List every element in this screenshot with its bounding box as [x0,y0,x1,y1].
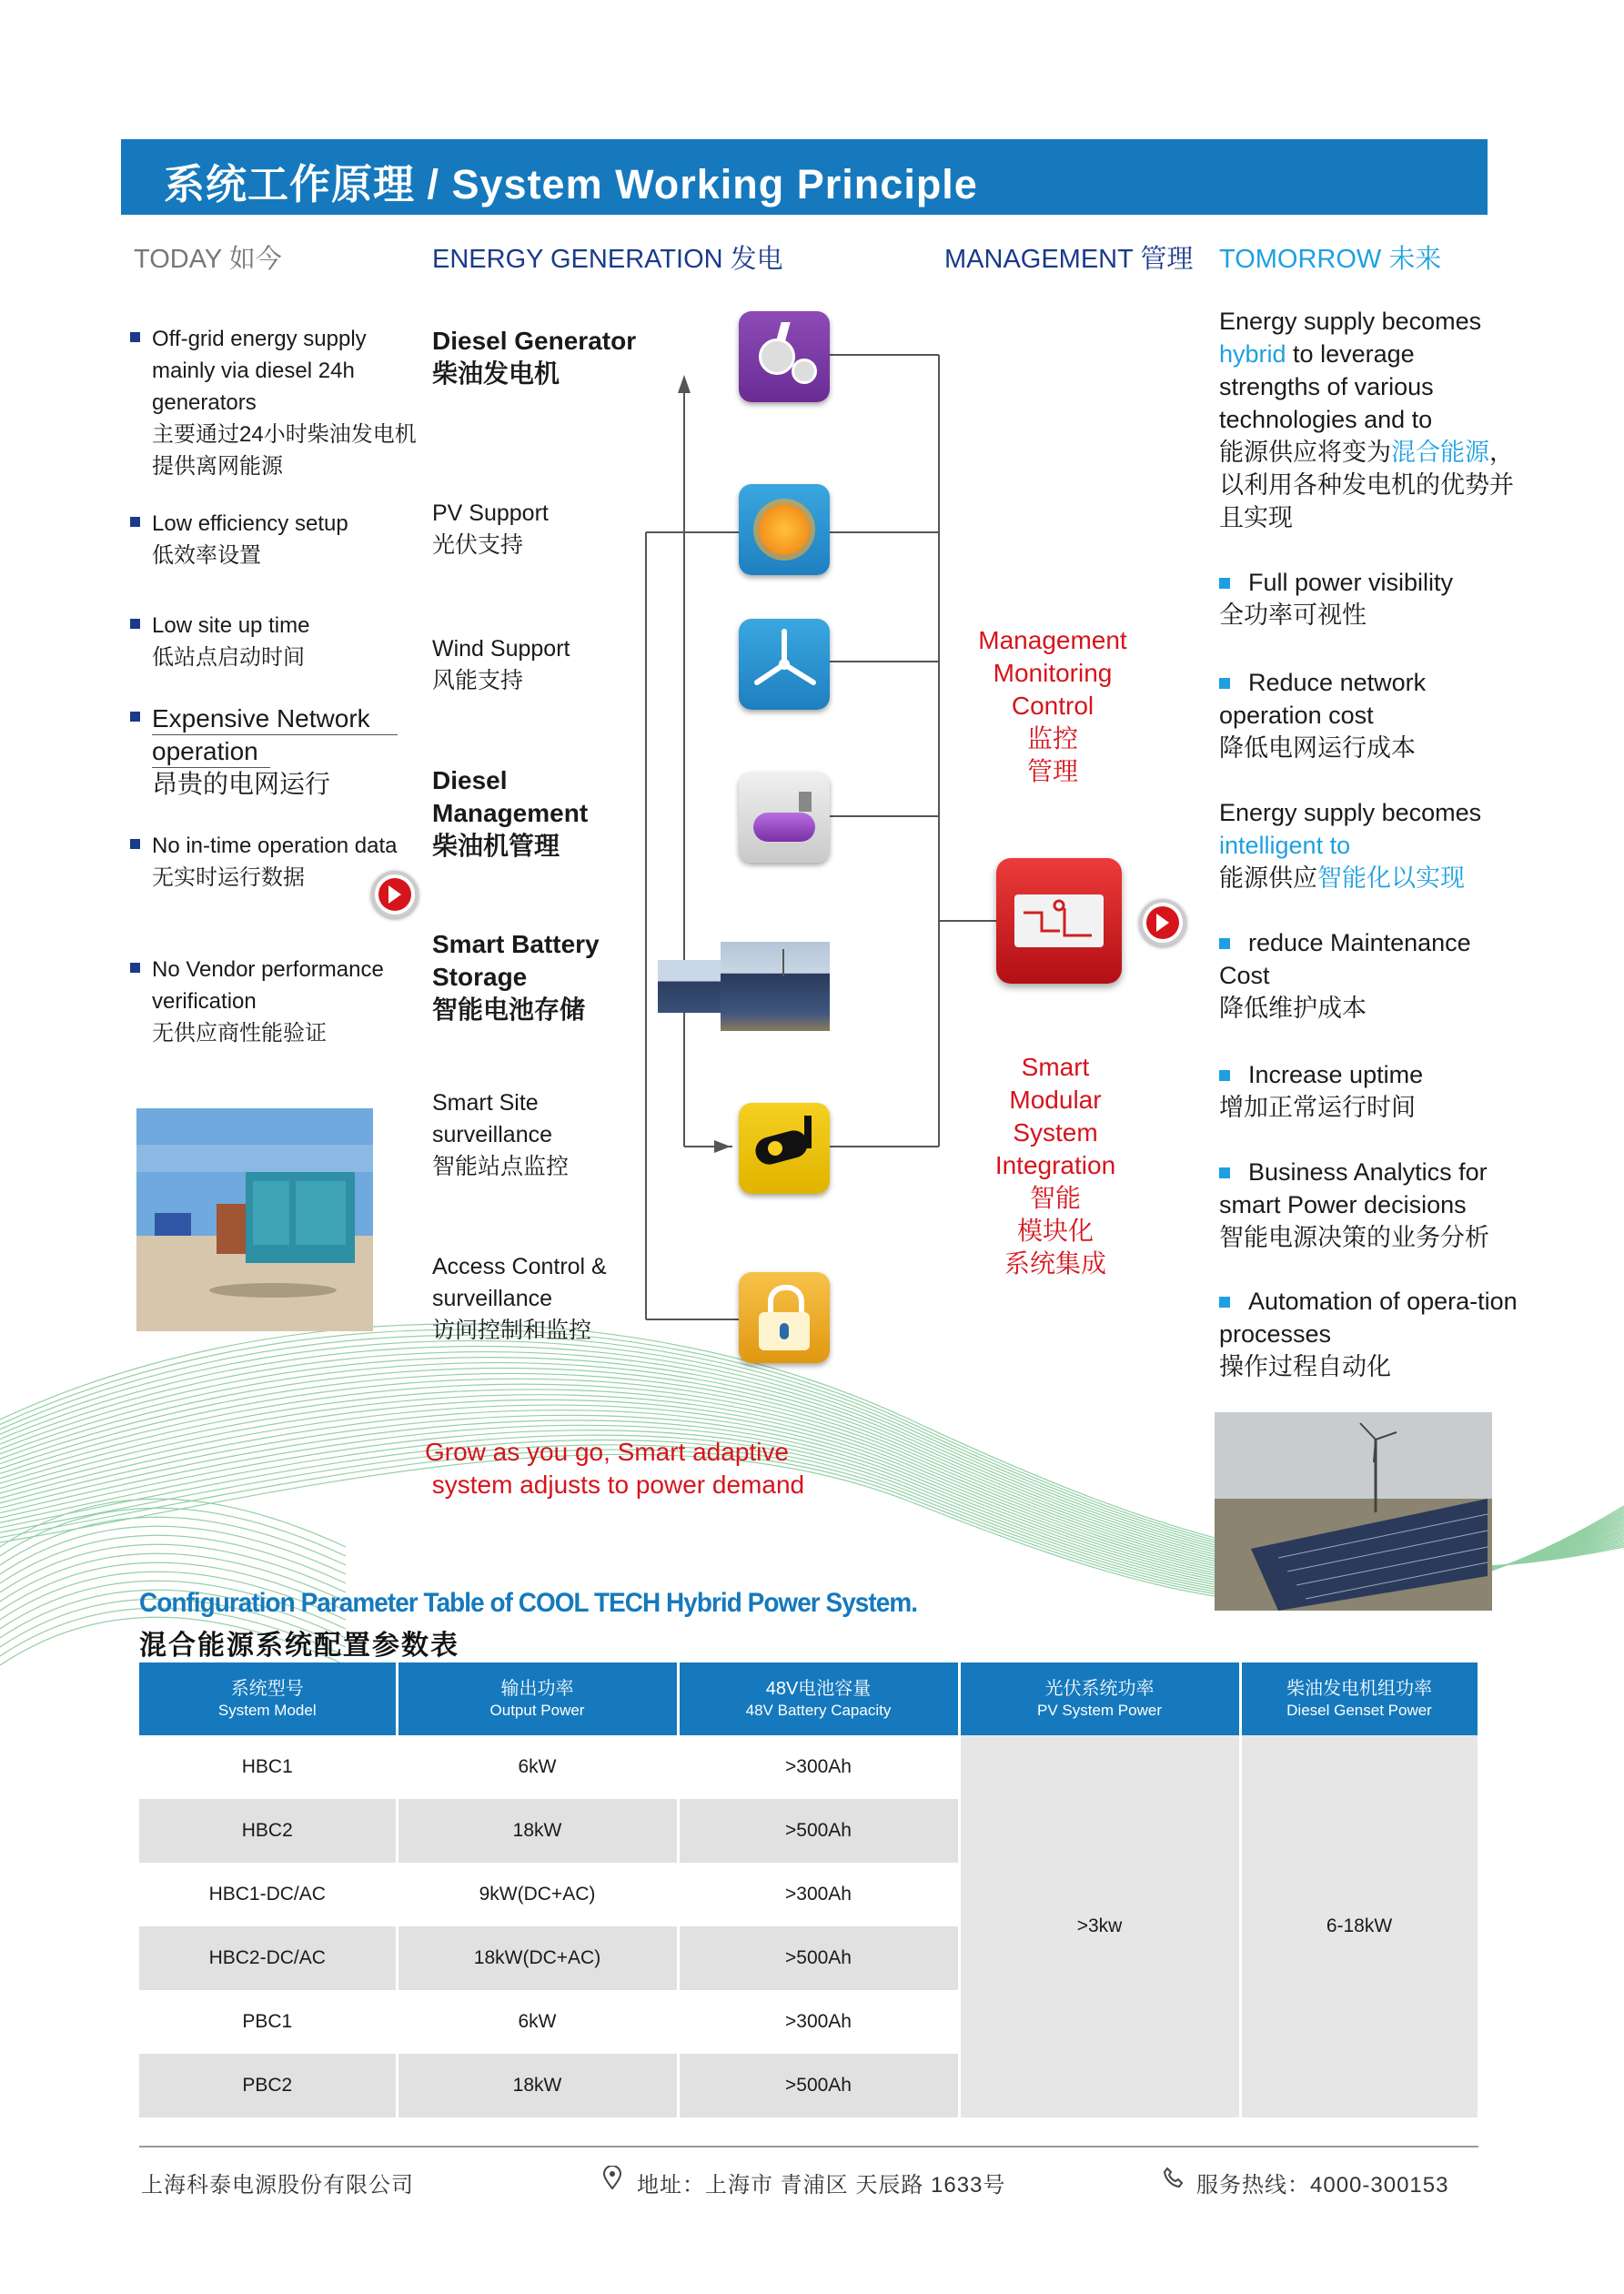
today-item-text: Low site up time 低站点启动时间 [152,613,310,670]
config-title-en: Configuration Parameter Table of COOL TECH Hybrid Power System. [139,1588,918,1618]
footer-company: 上海科泰电源股份有限公司 [141,2173,414,2198]
today-item-text: Off-grid energy supply mainly via diesel 24h generators 主要通过24小时柴油发电机提供离网能源 [152,327,417,479]
solar-panel-photo [721,942,830,1031]
grow-as-you-go-text: Grow as you go, Smart adaptive system adjusts to power demand [425,1438,805,1499]
header-en: System Model [217,1702,317,1719]
today-item-text: No Vendor performance verification 无供应商性能验证 [152,957,384,1046]
tomorrow-block1-pre: Energy supply becomes [1219,308,1482,335]
tomorrow-block1-highlight: hybrid [1219,340,1286,368]
pv-power-cell: >3kw [959,1735,1240,2117]
tomorrow-bullet [1219,1156,1519,1254]
config-table [139,1662,1480,2117]
table-cell: 18kW [397,1799,678,1863]
table-cell: 6kW [397,1990,678,2054]
today-item-text: Expensive Network operation 昂贵的电网运行 [152,704,370,798]
solar-wind-photo [1215,1412,1492,1611]
header-en: 48V Battery Capacity [745,1702,892,1719]
config-table-body [139,1735,1478,2117]
bullet-square [1219,678,1230,689]
location-pin-icon [603,2166,621,2189]
table-cell: HBC1-DC/AC [139,1863,397,1926]
generation-heading: ENERGY GENERATION 发电 [432,245,783,274]
config-header-cell [139,1662,397,1735]
footer-hotline: 服务热线：4000-300153 [1196,2173,1449,2198]
header-en: Output Power [489,1702,585,1719]
tomorrow-block2-highlight: intelligent to [1219,832,1351,859]
config-header-cell [397,1662,678,1735]
tomorrow-block2-cn-pre: 能源供应 [1219,864,1317,892]
wind-turbine-icon [739,619,830,710]
diesel-generator-icon [739,311,830,402]
header-cn: 输出功率 [500,1679,574,1699]
config-header-cell [959,1662,1240,1735]
table-cell: 9kW(DC+AC) [397,1863,678,1926]
config-header-cell [678,1662,959,1735]
phone-icon [1163,2167,1185,2188]
bullet-square [1219,578,1230,589]
tomorrow-bullet [1219,1058,1519,1124]
generation-label: Access Control & surveillance 访问控制和监控 [432,1254,607,1343]
table-cell: PBC2 [139,2054,397,2117]
footer-address: 地址：上海市 青浦区 天辰路 1633号 [637,2173,1006,2198]
tomorrow-block-intelligent [1219,796,1519,894]
footer-divider [139,2146,1478,2147]
today-play-button[interactable] [371,871,419,918]
config-title-cn: 混合能源系统配置参数表 [139,1631,459,1661]
tomorrow-bullet-text: Business Analytics for smart Power decisions 智能电源决策的业务分析 [1219,1158,1489,1251]
generation-label: Smart Battery Storage 智能电池存储 [432,930,600,1024]
management-hub-icon [996,858,1122,984]
tomorrow-bullet-text: Reduce network operation cost 降低电网运行成本 [1219,669,1427,762]
table-cell: >500Ah [678,1926,959,1990]
table-cell: >500Ah [678,1799,959,1863]
tomorrow-bullet [1219,666,1519,764]
bullet-square [1219,1070,1230,1081]
bullet-square [1219,1297,1230,1308]
generation-label: Diesel Management 柴油机管理 [432,766,589,860]
table-cell: HBC2 [139,1799,397,1863]
tomorrow-bullet-text: Automation of opera-tion processes 操作过程自动化 [1219,1288,1518,1380]
tomorrow-block1-cn-pre: 能源供应将变为 [1219,439,1391,466]
header-cn: 48V电池容量 [765,1679,872,1699]
management-monitoring-text: Management Monitoring Control 监控 管理 [978,626,1127,785]
table-row [139,1735,1478,1799]
table-cell: >300Ah [678,1863,959,1926]
genset-power-cell: 6-18kW [1240,1735,1478,2117]
bullet-square [1219,1167,1230,1178]
table-cell: >500Ah [678,2054,959,2117]
today-item-text: No in-time operation data 无实时运行数据 [152,834,398,890]
table-cell: PBC1 [139,1990,397,2054]
tomorrow-bullet [1219,566,1519,632]
tomorrow-block1-cn-highlight: 混合能源 [1391,439,1489,466]
generation-label: Wind Support 风能支持 [432,636,570,693]
tomorrow-block2-cn-highlight: 智能化以实现 [1317,864,1465,892]
generation-label: Smart Site surveillance 智能站点监控 [432,1090,570,1179]
tomorrow-block-hybrid [1219,305,1519,534]
table-cell: >300Ah [678,1990,959,2054]
tomorrow-bullet [1219,1285,1519,1383]
generation-label: PV Support 光伏支持 [432,500,549,558]
camera-icon [739,1103,830,1194]
header-en: PV System Power [1037,1702,1162,1719]
sun-icon [739,484,830,575]
config-header-cell [1240,1662,1478,1735]
tomorrow-bullet [1219,926,1519,1025]
tomorrow-bullet-text: reduce Maintenance Cost 降低维护成本 [1219,929,1471,1022]
generation-label: Diesel Generator 柴油发电机 [432,327,637,388]
header-cn: 系统型号 [230,1679,304,1699]
tomorrow-bullet-text: Full power visibility 全功率可视性 [1219,569,1454,629]
table-cell: HBC2-DC/AC [139,1926,397,1990]
tomorrow-heading: TOMORROW 未来 [1219,245,1442,274]
smart-integration-text: Smart Modular System Integration 智能 模块化 系统集成 [994,1053,1116,1278]
today-heading: TODAY 如今 [134,245,282,274]
table-cell: 18kW(DC+AC) [397,1926,678,1990]
table-cell: 6kW [397,1735,678,1799]
table-cell: >300Ah [678,1735,959,1799]
tomorrow-block1-cn-post: ，以利用各种发电机的优势并且实现 [1219,439,1514,531]
lock-icon [739,1272,830,1363]
tomorrow-bullet-text: Increase uptime 增加正常运行时间 [1219,1061,1424,1121]
config-table-header [139,1662,1478,1735]
tomorrow-play-button[interactable] [1139,899,1186,946]
table-cell: 18kW [397,2054,678,2117]
tomorrow-block1-post: to leverage strengths of various technologies and to [1219,340,1434,433]
banner-title: 系统工作原理 / System Working Principle [164,161,978,207]
bullet-square [1219,938,1230,949]
management-heading: MANAGEMENT 管理 [944,245,1194,274]
tomorrow-block2-pre: Energy supply becomes [1219,799,1482,826]
fuel-tank-icon [739,772,830,863]
solar-panel-photo-small [658,960,723,1013]
header-en: Diesel Genset Power [1286,1702,1432,1719]
table-cell: HBC1 [139,1735,397,1799]
header-cn: 柴油发电机组功率 [1286,1679,1432,1699]
header-cn: 光伏系统功率 [1044,1679,1155,1699]
today-item-text: Low efficiency setup 低效率设置 [152,511,348,568]
